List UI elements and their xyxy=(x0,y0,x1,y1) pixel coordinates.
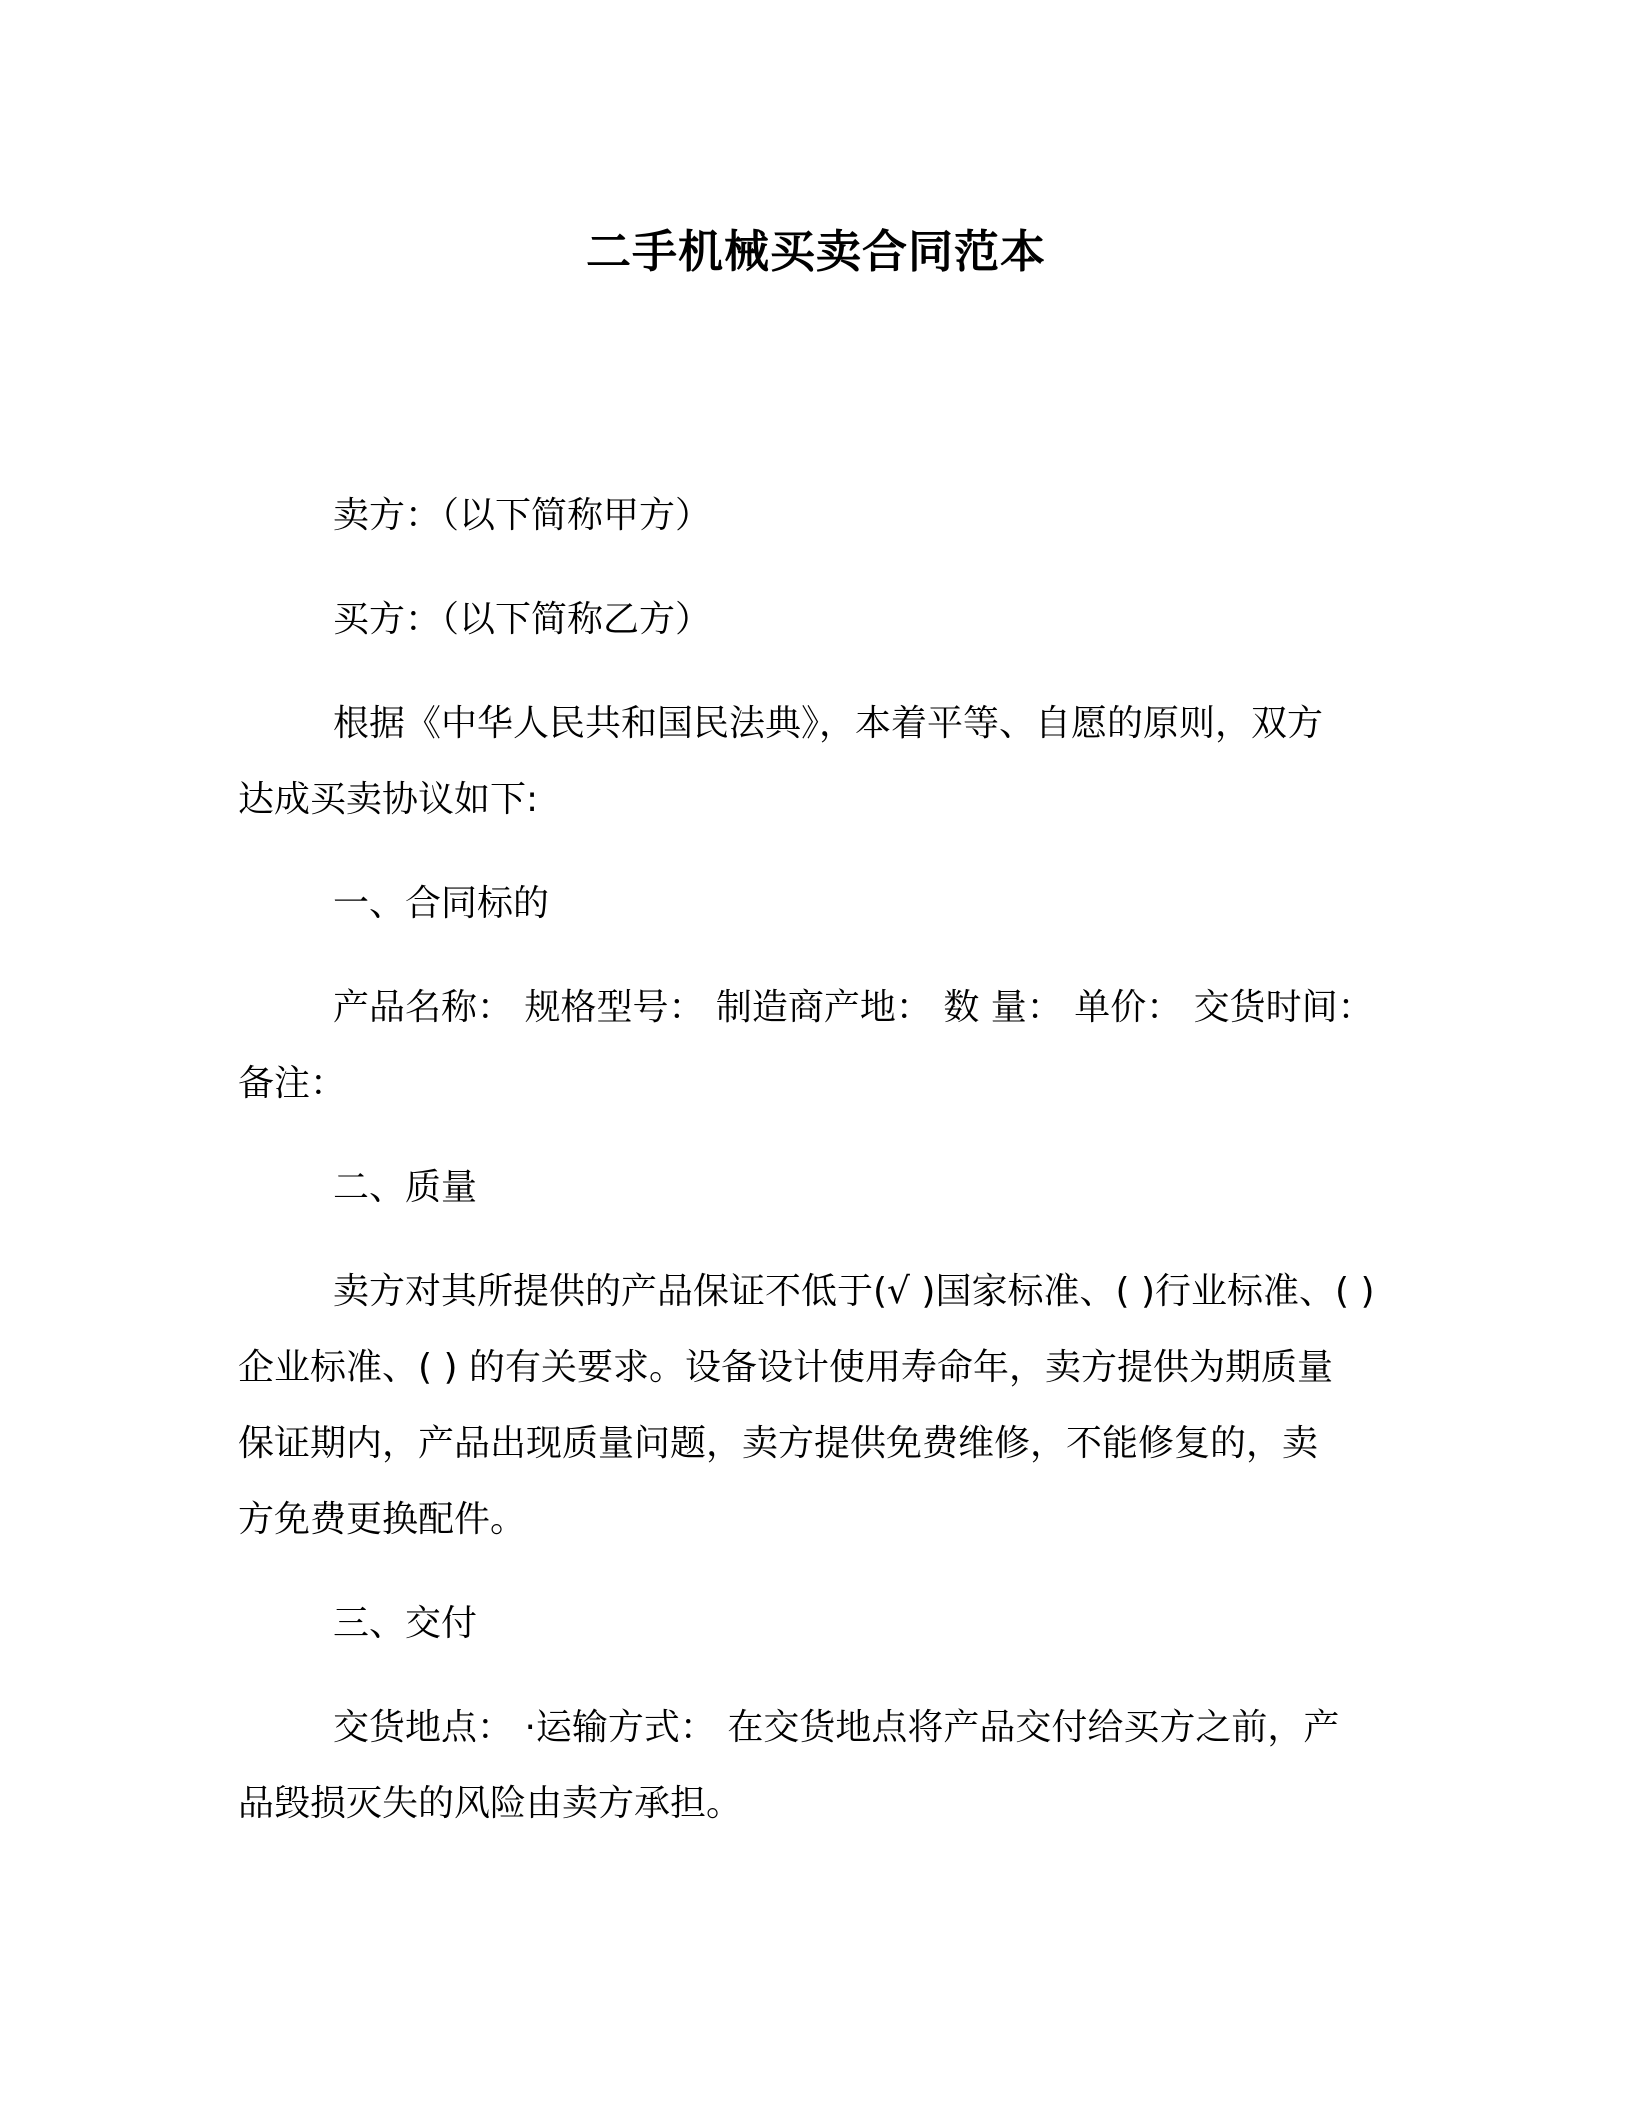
buyer-line: 买方：（以下简称乙方） xyxy=(333,599,712,640)
section2-line-4: 方免费更换配件。 xyxy=(238,1499,527,1540)
section2-line-1: 卖方对其所提供的产品保证不低于(√ )国家标准、( )行业标准、( ) xyxy=(333,1271,1375,1312)
section1-heading: 一、合同标的 xyxy=(333,883,550,924)
section2-heading: 二、质量 xyxy=(333,1167,478,1208)
preamble-line-2: 达成买卖协议如下: xyxy=(238,779,539,820)
seller-line: 卖方：（以下简称甲方） xyxy=(333,495,712,536)
section2-line-3: 保证期内，产品出现质量问题，卖方提供免费维修，不能修复的，卖 xyxy=(238,1423,1319,1464)
section3-line-2: 品毁损灭失的风险由卖方承担。 xyxy=(238,1783,743,1824)
section3-heading: 三、交付 xyxy=(333,1603,478,1644)
section2-line-2: 企业标准、( ) 的有关要求。设备设计使用寿命年，卖方提供为期质量 xyxy=(238,1347,1333,1388)
document-title: 二手机械买卖合同范本 xyxy=(585,225,1046,278)
section1-fields-line-1: 产品名称： 规格型号： 制造商产地： 数 量： 单价： 交货时间： xyxy=(333,987,1374,1028)
section3-line-1: 交货地点： ·运输方式： 在交货地点将产品交付给买方之前，产 xyxy=(333,1707,1340,1748)
preamble-line-1: 根据《中华人民共和国民法典》，本着平等、自愿的原则，双方 xyxy=(333,703,1324,744)
section1-fields-line-2: 备注： xyxy=(238,1063,347,1104)
